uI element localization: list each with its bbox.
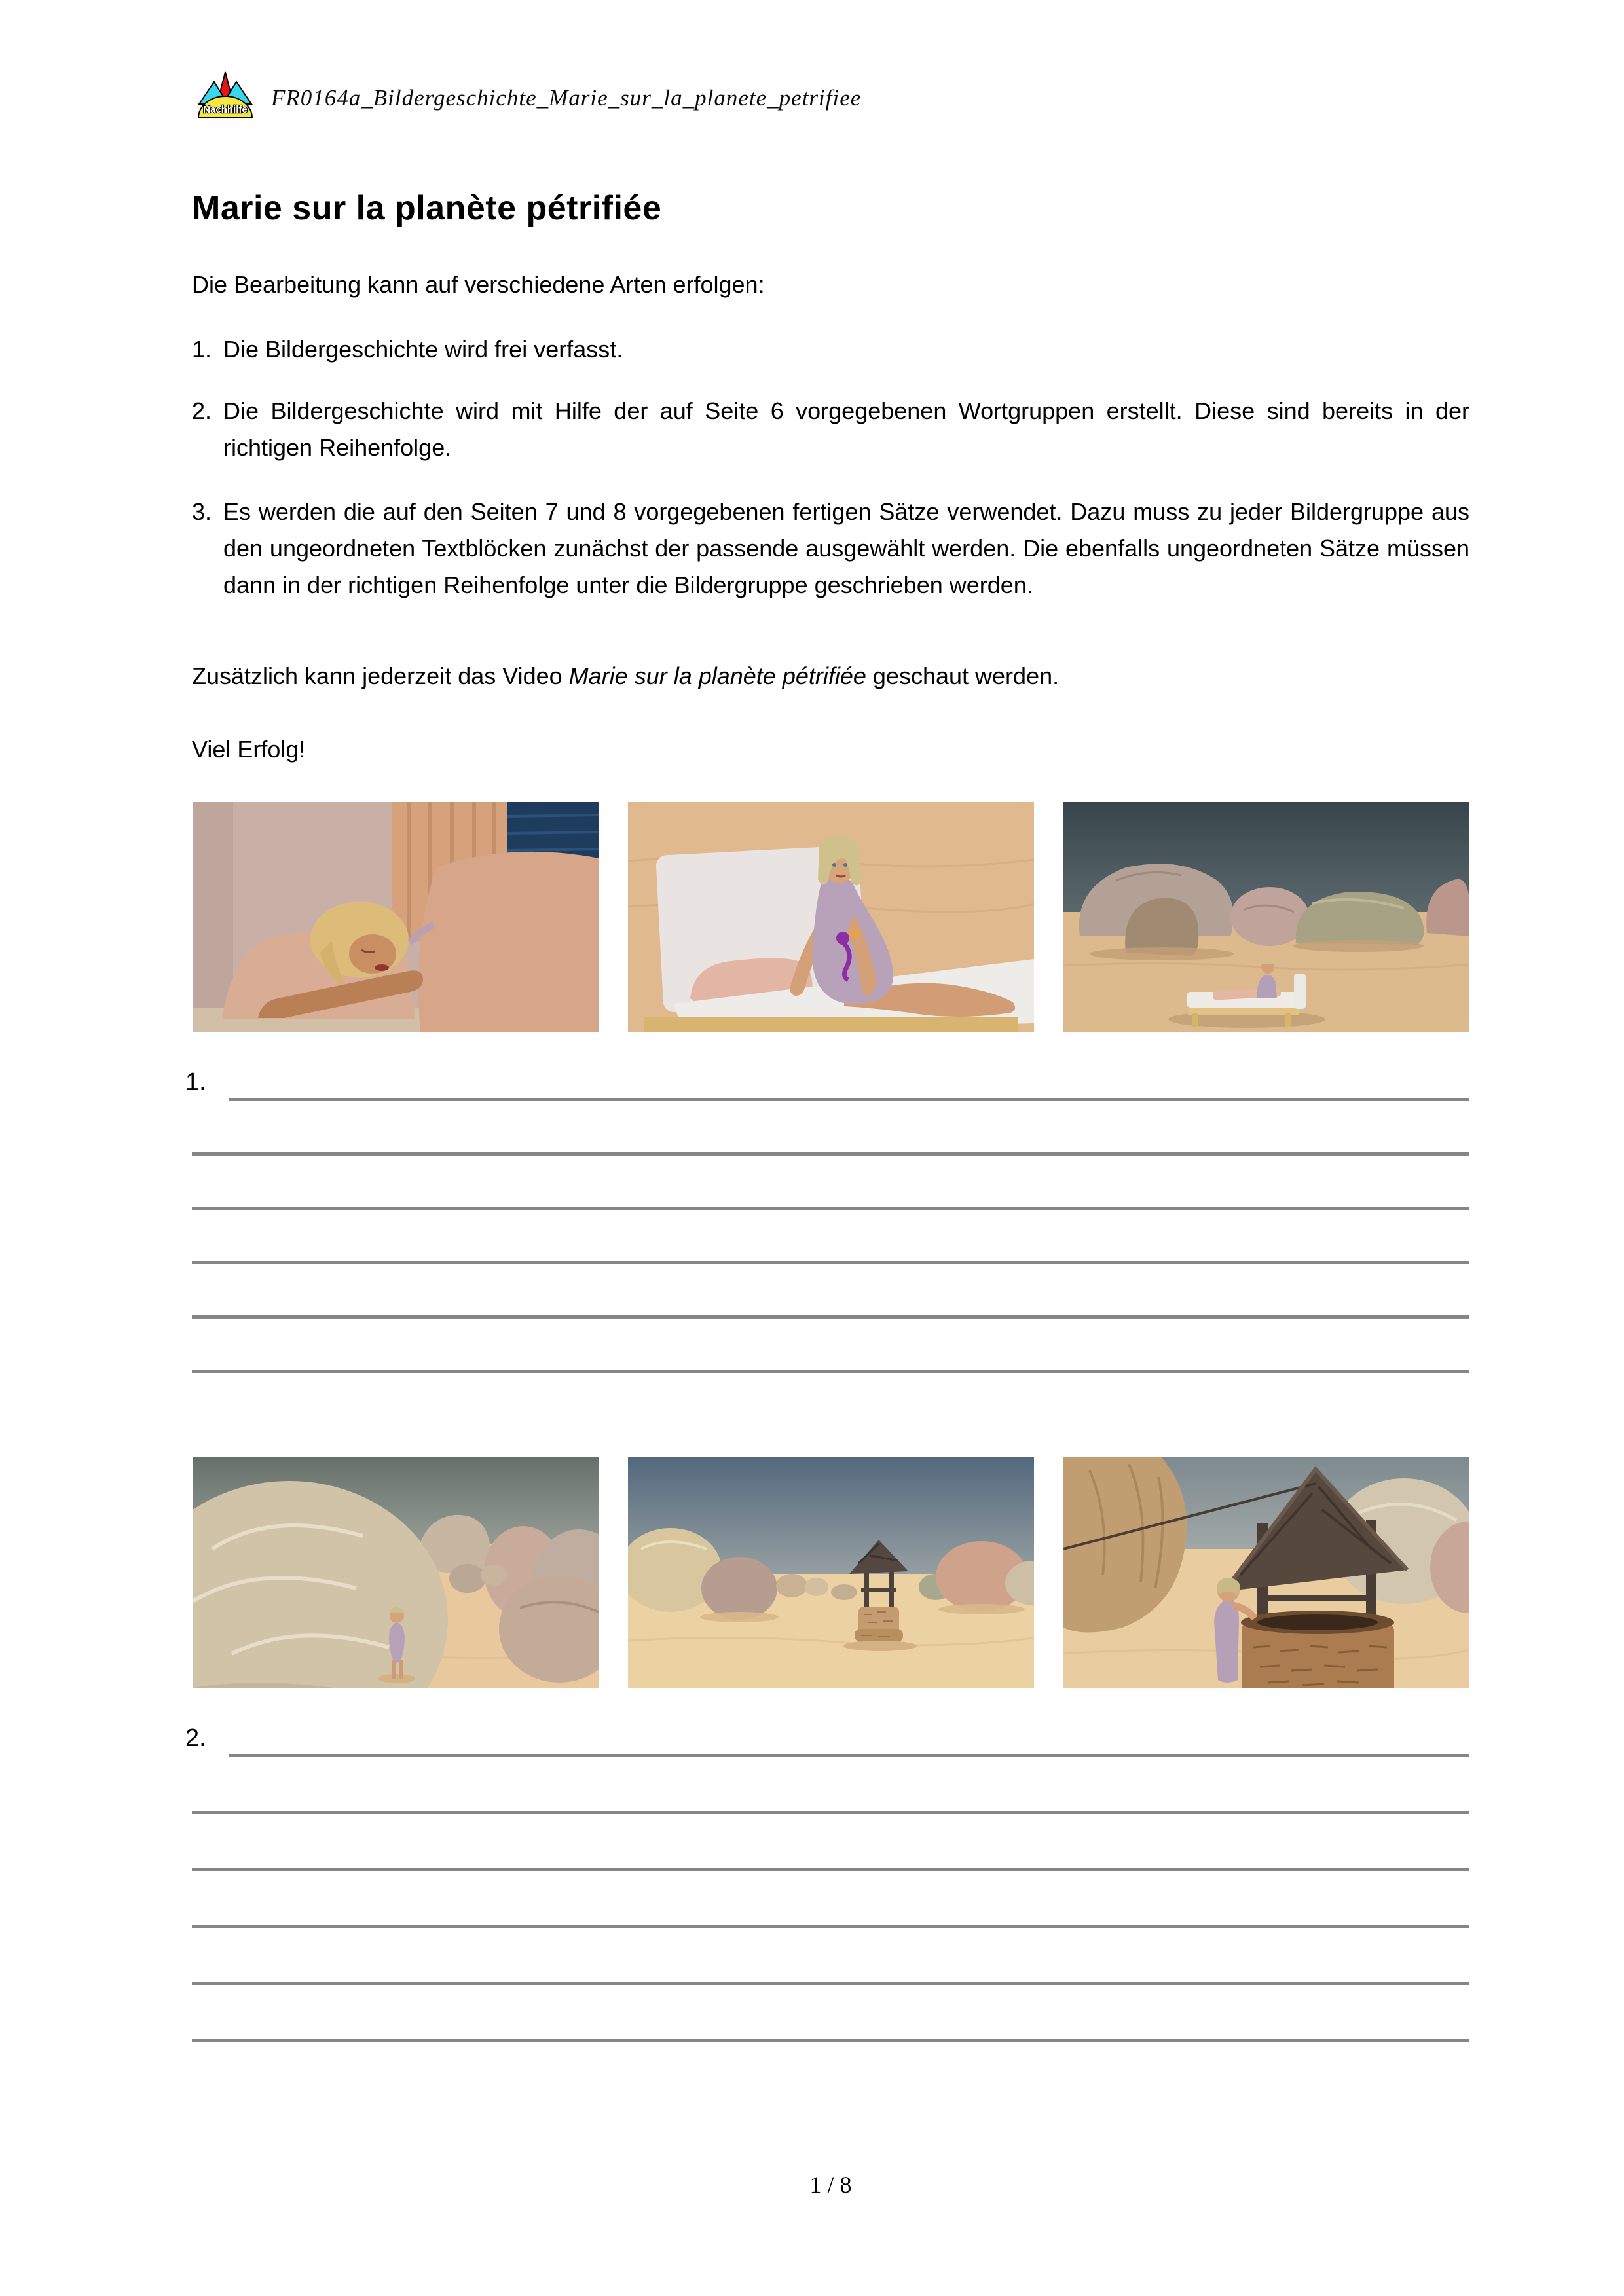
video-note-before: Zusätzlich kann jederzeit das Video <box>192 663 569 689</box>
good-luck-text: Viel Erfolg! <box>192 736 306 763</box>
list-number: 2. <box>192 397 212 424</box>
writing-line <box>192 1811 1469 1814</box>
writing-line <box>192 1370 1469 1373</box>
writing-line <box>229 1754 1469 1757</box>
writing-line <box>192 1261 1469 1264</box>
page-title: Marie sur la planète pétrifiée <box>192 189 662 227</box>
video-note-after: geschaut werden. <box>866 663 1060 689</box>
writing-line <box>192 1982 1469 1985</box>
list-number: 3. <box>192 498 212 525</box>
writing-line <box>192 1925 1469 1928</box>
list-item-text: Es werden die auf den Seiten 7 und 8 vorgegebenen fertigen Sätze verwendet. Dazu muss zu jeder Bildergruppe aus den ungeordneten Textblöcken zunächst der passende ausgewählt werden. Die ebenfalls ungeordneten Sätze müssen dann in der richtigen Reihenfolge unter die Bildergruppe geschrieben werden. <box>223 498 1469 598</box>
photo-bed-in-desert <box>1063 802 1469 1032</box>
video-title-italic: Marie sur la planète pétrifiée <box>568 663 866 689</box>
list-item-3 <box>192 494 1469 604</box>
photo-well-in-desert <box>628 1457 1034 1688</box>
writing-line <box>229 1098 1469 1101</box>
writing-line <box>192 1868 1469 1871</box>
photo-girl-sleeping <box>193 802 599 1032</box>
photo-girl-among-boulders <box>193 1457 599 1688</box>
answer-section-2-label: 2. <box>185 1724 206 1752</box>
document-filename: FR0164a_Bildergeschichte_Marie_sur_la_planete_petrifiee <box>271 85 862 111</box>
page-number: 1 / 8 <box>809 2172 852 2198</box>
video-note <box>192 663 1469 690</box>
picture-row-2 <box>193 1457 1469 1688</box>
answer-section-1-label: 1. <box>185 1068 206 1096</box>
writing-line <box>192 1152 1469 1156</box>
picture-row-1 <box>193 802 1469 1032</box>
nachhilfe-logo-icon <box>195 68 255 120</box>
list-item-text: Die Bildergeschichte wird mit Hilfe der auf Seite 6 vorgegebenen Wortgruppen erstellt. Diese sind bereits in der richtigen Reihenfolge. <box>223 397 1469 461</box>
list-item-text: Die Bildergeschichte wird frei verfasst. <box>223 336 623 363</box>
photo-girl-on-bed <box>628 802 1034 1032</box>
writing-line <box>192 2039 1469 2042</box>
list-item-2 <box>192 393 1469 466</box>
list-number: 1. <box>192 336 212 363</box>
logo-text: Nachhilfe <box>203 104 248 115</box>
writing-line <box>192 1315 1469 1319</box>
writing-line <box>192 1207 1469 1210</box>
intro-text: Die Bearbeitung kann auf verschiedene Arten erfolgen: <box>192 271 765 298</box>
photo-girl-at-well <box>1063 1457 1469 1688</box>
list-item-1 <box>192 331 1469 368</box>
